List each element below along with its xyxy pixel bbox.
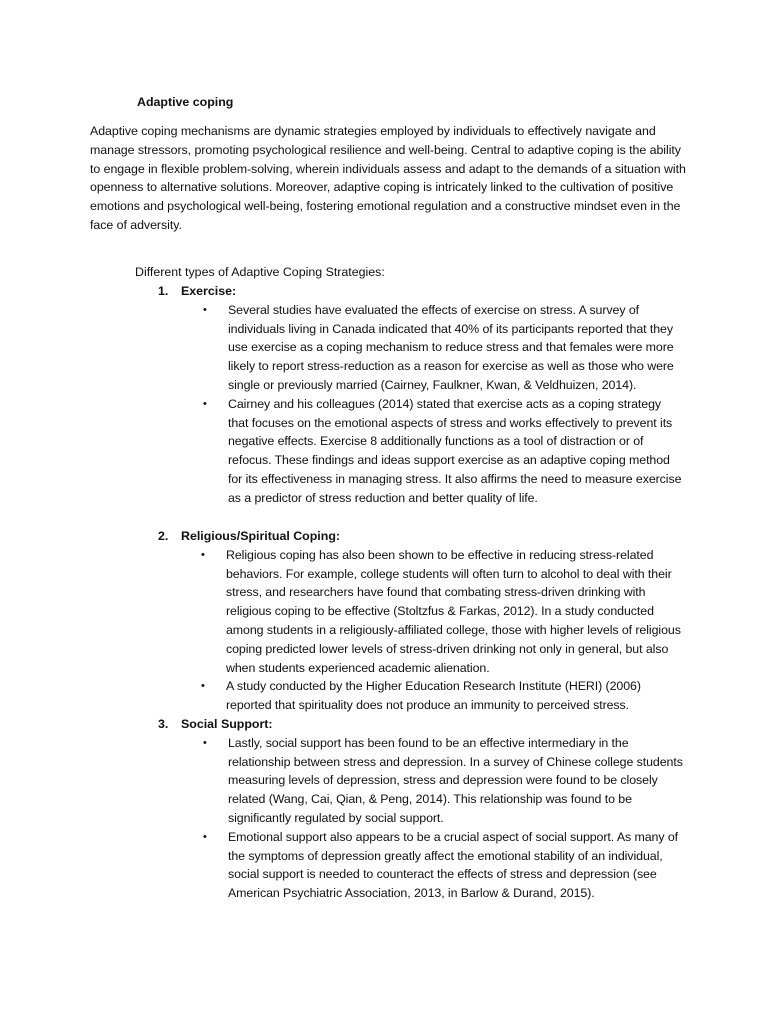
section-number: 3. [158,717,169,731]
list-item [158,734,684,828]
bullet-list [158,734,698,903]
bullet-list [158,301,698,508]
list-item [158,828,684,903]
bullet-icon: • [201,680,205,693]
section-title: Social Support: [181,717,273,731]
section-title: Religious/Spiritual Coping: [181,529,341,543]
section-title: Exercise: [181,284,237,298]
list-item [158,301,684,395]
bullet-icon: • [201,548,205,561]
section-heading [158,282,698,301]
bullet-icon: • [203,303,207,316]
section-religious-spiritual-coping [158,527,698,715]
document-title: Adaptive coping [137,95,234,109]
section-exercise [158,282,698,508]
bullet-text: A study conducted by the Higher Education Research Institute (HERI) (2006) reported that spirituality does not produce an immunity to perceived stress. [226,679,641,713]
intro-paragraph: Adaptive coping mechanisms are dynamic strategies employed by individuals to effectively navigate and manage stressors, promoting psychological resilience and well-being. Central to adaptive coping is the ability to engage in flexible problem-solving, wherein individuals assess and adapt to the demands of a situation with openness to alternative solutions. Moreover, adaptive coping is intricately linked to the cultivation of positive emotions and psychological well-being, fostering emotional regulation and a constructive mindset even in the face of adversity. [90,124,686,232]
section-social-support [158,715,698,903]
list-heading: Different types of Adaptive Coping Strategies: [135,265,385,279]
list-item [158,546,684,678]
section-heading [158,527,698,546]
bullet-icon: • [203,736,207,749]
bullet-text: Several studies have evaluated the effects of exercise on stress. A survey of individuals living in Canada indicated that 40% of its participants reported that they use exercise as a coping mechanism to reduce stress and that females were more likely to report stress-reduction as a reason for exercise as well as those who were single or previously married (Cairney, Faulkner, Kwan, & Veldhuizen, 2014). [228,302,674,392]
bullet-text: Lastly, social support has been found to be an effective intermediary in the relationship between stress and depression. In a survey of Chinese college students measuring levels of depression, stress and depression were found to be closely related (Wang, Cai, Qian, & Peng, 2014). This relationship was found to be significantly regulated by social support. [228,735,683,825]
list-item [158,677,684,715]
bullet-list [158,546,698,715]
bullet-text: Religious coping has also been shown to be effective in reducing stress-related behaviors. For example, college students will often turn to alcohol to deal with their stress, and researchers have found that combating stress-driven drinking with religious coping to be effective (Stoltzfus & Farkas, 2012). In a study conducted among students in a religiously-affiliated college, those with higher levels of religious coping predicted lower levels of stress-driven drinking not only in general, but also when students experienced academic alienation. [226,547,681,675]
bullet-text: Emotional support also appears to be a crucial aspect of social support. As many of the symptoms of depression greatly affect the emotional stability of an individual, social support is needed to counteract the effects of stress and depression (see American Psychiatric Association, 2013, in Barlow & Durand, 2015). [228,829,678,901]
list-item [158,395,684,508]
bullet-text: Cairney and his colleagues (2014) stated that exercise acts as a coping strategy that focuses on the emotional aspects of stress and works effectively to prevent its negative effects. Exercise 8 additionally functions as a tool of distraction or of refocus. These findings and ideas support exercise as an adaptive coping method for its effectiveness in managing stress. It also affirms the need to measure exercise as a predictor of stress reduction and better quality of life. [228,396,682,505]
section-number: 1. [158,284,169,298]
bullet-icon: • [203,830,207,843]
section-number: 2. [158,529,169,543]
section-heading [158,715,698,734]
bullet-icon: • [203,397,207,410]
